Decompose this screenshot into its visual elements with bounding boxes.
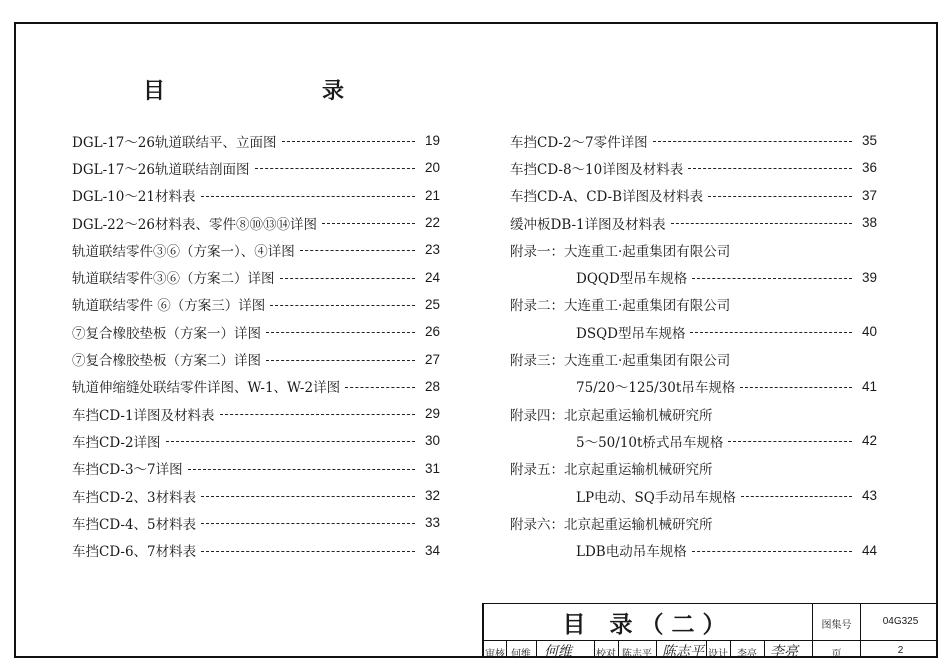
toc-leader-line bbox=[166, 441, 415, 442]
toc-entry bbox=[510, 182, 877, 209]
toc-leader-line bbox=[728, 441, 852, 442]
toc-entry-title: 缓冲板DB-1详图及材料表 bbox=[510, 216, 666, 233]
toc-entry-title: 轨道联结零件③⑥（方案一）、④详图 bbox=[72, 243, 295, 260]
toc-leader-line bbox=[300, 250, 415, 251]
toc-leader-line bbox=[201, 496, 415, 497]
toc-entry-title: 附录四：北京起重运输机械研究所 bbox=[510, 407, 713, 424]
toc-entry-page: 35 bbox=[861, 133, 877, 149]
toc-entry-page: 42 bbox=[861, 433, 877, 449]
toc-leader-line bbox=[201, 523, 415, 524]
toc-leader-line bbox=[741, 496, 852, 497]
page-title-char2: 录 bbox=[322, 79, 345, 104]
toc-entry bbox=[72, 318, 440, 345]
toc-entry bbox=[72, 536, 440, 563]
toc-entry bbox=[510, 236, 877, 263]
toc-entry-title: 车挡CD-4、5材料表 bbox=[72, 516, 197, 533]
toc-entry bbox=[72, 509, 440, 536]
toc-entry-page: 28 bbox=[424, 378, 440, 394]
toc-entry bbox=[72, 154, 440, 181]
toc-entry-page: 40 bbox=[861, 324, 877, 340]
toc-entry-title: DGL-10～21材料表 bbox=[72, 189, 196, 206]
toc-entry-page: 25 bbox=[424, 296, 440, 312]
toc-entry-page: 27 bbox=[424, 351, 440, 367]
title-block bbox=[482, 603, 938, 658]
toc-entry-title: 附录一：大连重工·起重集团有限公司 bbox=[510, 243, 731, 260]
toc-entry bbox=[72, 209, 440, 236]
page-label: 页 bbox=[831, 649, 842, 660]
toc-entry-title: 附录二：大连重工·起重集团有限公司 bbox=[510, 298, 731, 315]
reviewer-name: 何维 bbox=[511, 649, 531, 660]
toc-leader-line bbox=[270, 305, 415, 306]
toc-entry bbox=[72, 182, 440, 209]
toc-entry-title: 车挡CD-A、CD-B详图及材料表 bbox=[510, 189, 704, 206]
toc-entry-page: 29 bbox=[424, 406, 440, 422]
toc-entry bbox=[510, 482, 877, 509]
toc-leader-line bbox=[280, 278, 416, 279]
toc-entry-page: 23 bbox=[424, 242, 440, 258]
toc-leader-line bbox=[671, 223, 852, 224]
toc-entry-title: 附录五：北京起重运输机械研究所 bbox=[510, 462, 713, 479]
toc-entry bbox=[72, 236, 440, 263]
toc-entry-title: 车挡CD-2～7零件详图 bbox=[510, 134, 648, 151]
toc-entry bbox=[510, 373, 877, 400]
toc-entry-page: 37 bbox=[861, 187, 877, 203]
toc-entry-page: 30 bbox=[424, 433, 440, 449]
page-title-char1: 目 bbox=[143, 79, 166, 104]
toc-entry-page: 38 bbox=[861, 215, 877, 231]
toc-leader-line bbox=[266, 360, 415, 361]
review-label: 审核 bbox=[485, 649, 505, 660]
toc-entry-page: 34 bbox=[424, 542, 440, 558]
toc-entry bbox=[72, 455, 440, 482]
toc-leader-line bbox=[692, 278, 852, 279]
toc-leader-line bbox=[690, 332, 852, 333]
toc-entry-title: 75/20～125/30t吊车规格 bbox=[576, 380, 736, 397]
toc-leader-line bbox=[653, 141, 852, 142]
toc-left-column bbox=[72, 127, 440, 564]
toc-entry-title: 附录三：大连重工·起重集团有限公司 bbox=[510, 353, 731, 370]
toc-entry-title: ⑦复合橡胶垫板（方案一）详图 bbox=[72, 325, 261, 342]
toc-entry bbox=[510, 263, 877, 290]
toc-entry-title: 车挡CD-8～10详图及材料表 bbox=[510, 161, 684, 178]
toc-entry-page: 39 bbox=[861, 269, 877, 285]
toc-entry-page: 19 bbox=[424, 133, 440, 149]
toc-entry bbox=[72, 400, 440, 427]
toc-entry bbox=[510, 318, 877, 345]
toc-leader-line bbox=[708, 196, 852, 197]
toc-entry bbox=[510, 345, 877, 372]
toc-leader-line bbox=[282, 141, 416, 142]
toc-entry-page: 43 bbox=[861, 488, 877, 503]
toc-entry-title: 车挡CD-2、3材料表 bbox=[72, 489, 197, 506]
designer-signature: 李亮 bbox=[770, 644, 798, 660]
toc-leader-line bbox=[692, 551, 852, 552]
toc-entry-title: 车挡CD-1详图及材料表 bbox=[72, 407, 215, 424]
drawing-title: 目 录（二） bbox=[562, 611, 734, 638]
title-block-vline bbox=[764, 640, 765, 658]
toc-entry-page: 20 bbox=[424, 160, 440, 176]
toc-leader-line bbox=[688, 168, 852, 169]
toc-entry-title: ⑦复合橡胶垫板（方案二）详图 bbox=[72, 353, 261, 370]
toc-entry bbox=[72, 482, 440, 509]
toc-leader-line bbox=[255, 168, 416, 169]
toc-entry-page: 24 bbox=[424, 269, 440, 285]
toc-entry-page: 36 bbox=[861, 160, 877, 176]
check-label: 校对 bbox=[596, 649, 616, 660]
toc-entry-title: LP电动、SQ手动吊车规格 bbox=[576, 489, 736, 506]
toc-entry bbox=[510, 154, 877, 181]
atlas-number: 04G325 bbox=[882, 616, 919, 627]
toc-leader-line bbox=[188, 469, 415, 470]
toc-entry bbox=[72, 373, 440, 400]
toc-entry-page: 44 bbox=[861, 542, 877, 558]
toc-leader-line bbox=[266, 332, 415, 333]
toc-leader-line bbox=[201, 196, 416, 197]
toc-entry-page: 33 bbox=[424, 515, 440, 531]
toc-entry bbox=[72, 345, 440, 372]
toc-entry-title: DGL-17～26轨道联结平、立面图 bbox=[72, 134, 277, 151]
checker-name: 陈志平 bbox=[622, 649, 652, 660]
atlas-label: 图集号 bbox=[821, 620, 852, 631]
toc-entry-page: 22 bbox=[424, 215, 440, 231]
toc-entry bbox=[510, 427, 877, 454]
toc-entry-title: 5～50/10t桥式吊车规格 bbox=[576, 434, 724, 451]
designer-name: 李亮 bbox=[737, 649, 757, 660]
toc-leader-line bbox=[322, 223, 415, 224]
toc-entry-title: 轨道伸缩缝处联结零件详图、W-1、W-2详图 bbox=[72, 380, 341, 397]
toc-entry bbox=[510, 400, 877, 427]
toc-entry-page: 31 bbox=[424, 460, 440, 476]
title-block-vline bbox=[656, 640, 657, 658]
toc-entry-title: DQQD型吊车规格 bbox=[576, 271, 688, 288]
toc-entry-page: 26 bbox=[424, 324, 440, 340]
toc-entry bbox=[510, 536, 877, 563]
toc-entry-title: 车挡CD-2详图 bbox=[72, 434, 161, 451]
toc-entry bbox=[510, 291, 877, 318]
toc-entry bbox=[510, 209, 877, 236]
toc-entry bbox=[72, 127, 440, 154]
toc-entry bbox=[510, 509, 877, 536]
toc-entry-title: 车挡CD-3～7详图 bbox=[72, 462, 183, 479]
design-label: 设计 bbox=[708, 649, 728, 660]
toc-entry bbox=[72, 263, 440, 290]
title-block-vline bbox=[536, 640, 537, 658]
toc-leader-line bbox=[740, 387, 852, 388]
toc-entry bbox=[72, 291, 440, 318]
toc-entry-title: DGL-22～26材料表、零件⑧⑩⑬⑭详图 bbox=[72, 216, 317, 233]
page-number: 2 bbox=[897, 645, 904, 656]
toc-entry bbox=[510, 127, 877, 154]
checker-signature: 陈志平 bbox=[662, 644, 704, 660]
toc-entry-page: 41 bbox=[861, 378, 877, 394]
toc-entry-page: 32 bbox=[424, 488, 440, 503]
toc-entry bbox=[510, 455, 877, 482]
toc-entry-title: 轨道联结零件 ⑥（方案三）详图 bbox=[72, 298, 266, 315]
toc-entry-title: 车挡CD-6、7材料表 bbox=[72, 544, 197, 561]
toc-leader-line bbox=[345, 387, 415, 388]
reviewer-signature: 何维 bbox=[544, 644, 572, 660]
toc-leader-line bbox=[201, 551, 415, 552]
toc-entry-title: DSQD型吊车规格 bbox=[576, 325, 686, 342]
toc-entry-title: LDB电动吊车规格 bbox=[576, 544, 687, 561]
toc-entry-title: 附录六：北京起重运输机械研究所 bbox=[510, 516, 713, 533]
toc-entry-page: 21 bbox=[424, 187, 440, 203]
toc-entry bbox=[72, 427, 440, 454]
toc-entry-title: DGL-17～26轨道联结剖面图 bbox=[72, 161, 250, 178]
toc-right-column bbox=[510, 127, 877, 564]
toc-entry-title: 轨道联结零件③⑥（方案二）详图 bbox=[72, 271, 275, 288]
toc-leader-line bbox=[220, 414, 415, 415]
